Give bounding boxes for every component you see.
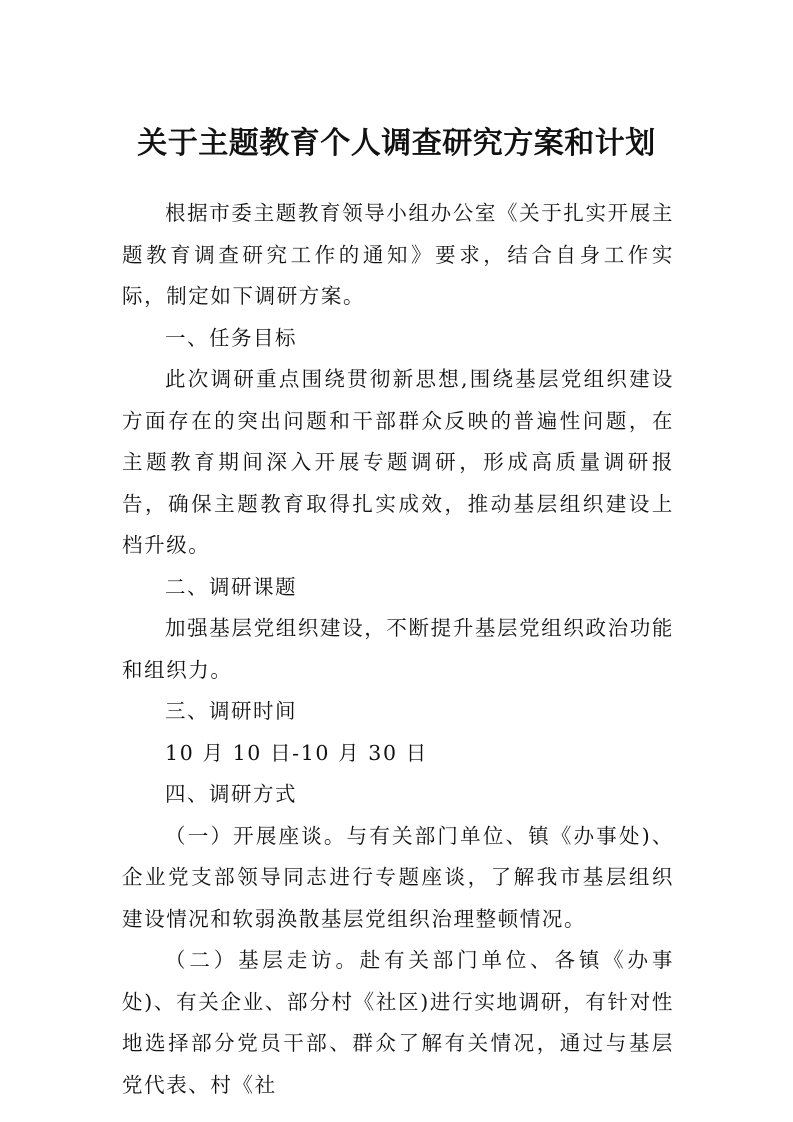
section-heading-research-methods: 四、调研方式	[165, 782, 298, 806]
document-body	[122, 193, 674, 1106]
intro-paragraph: 根据市委主题教育领导小组办公室《关于扎实开展主题教育调查研究工作的通知》要求，结合自身工作实际，制定如下调研方案。	[122, 201, 674, 308]
section-heading-task-goals: 一、任务目标	[165, 325, 298, 350]
section-heading-research-topic: 二、调研课题	[165, 574, 298, 599]
method-field-visit-paragraph: （二）基层走访。赴有关部门单位、各镇《办事处)、有关企业、部分村《社区)进行实地调研，有针对性地选择部分党员干部、群众了解有关情况，通过与基层党代表、村《社	[122, 948, 674, 1097]
research-time-paragraph: 10 月 10 日-10 月 30 日	[165, 740, 428, 765]
task-goals-paragraph: 此次调研重点围绕贯彻新思想,围绕基层党组织建设方面存在的突出问题和干部群众反映的普遍性问题，在主题教育期间深入开展专题调研，形成高质量调研报告，确保主题教育取得扎实成效，推动基层组织建设上档升级。	[122, 367, 674, 557]
method-symposium-paragraph: （一）开展座谈。与有关部门单位、镇《办事处)、企业党支部领导同志进行专题座谈，了解我市基层组织建设情况和软弱涣散基层党组织治理整顿情况。	[122, 823, 674, 931]
document-title: 关于主题教育个人调查研究方案和计划	[137, 126, 656, 161]
section-heading-research-time: 三、调研时间	[165, 699, 298, 723]
research-topic-paragraph: 加强基层党组织建设，不断提升基层党组织政治功能和组织力。	[122, 616, 674, 682]
